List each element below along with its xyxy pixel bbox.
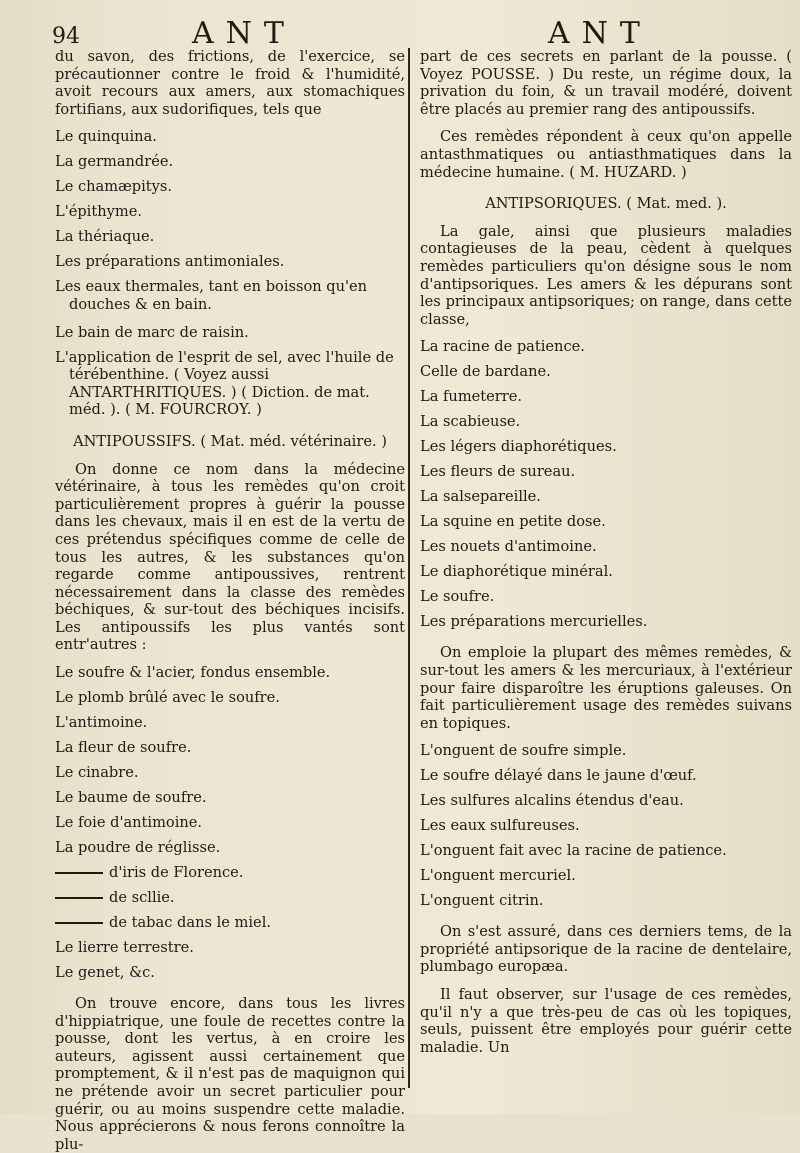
- intro-paragraph: du savon, des frictions, de l'exercice, se précautionner contre le froid & l'humidité, avoit recours aux amers, aux stomachiques fortifians, aux sudorifiques, tels que: [55, 48, 405, 118]
- list-item: Les nouets d'antimoine.: [420, 538, 597, 556]
- list-item: L'antimoine.: [55, 714, 148, 732]
- dash-item-text: d'iris de Florence.: [109, 864, 244, 882]
- list-item: La fumeterre.: [420, 388, 523, 406]
- right-column: [420, 48, 792, 1056]
- list-item: La racine de patience.: [420, 338, 585, 356]
- paragraph: Ces remèdes répondent à ceux qu'on appelle antasthmatiques ou antiasthmatiques dans la médecine humaine. ( M. HUZARD. ): [420, 128, 792, 181]
- remedy-list-2: [55, 660, 405, 985]
- left-column: [55, 48, 405, 1153]
- ditto-dash: [55, 872, 103, 874]
- list-item: La thériaque.: [55, 228, 155, 246]
- list-item: La fleur de soufre.: [55, 739, 192, 757]
- paragraph: La gale, ainsi que plusieurs maladies contagieuses de la peau, cèdent à quelques remèdes particuliers qu'on désigne sous le nom d'antipsoriques. Les amers & les dépurans sont les principaux antipsoriques; on range, dans cette classe,: [420, 222, 792, 328]
- list-item: L'épithyme.: [55, 203, 142, 221]
- section-title-antipoussifs: ANTIPOUSSIFS. ( Mat. méd. vétérinaire. ): [73, 432, 387, 450]
- remedy-list-3: [420, 334, 792, 634]
- list-item: La squine en petite dose.: [420, 513, 606, 531]
- list-item: La poudre de réglisse.: [55, 839, 221, 857]
- list-item: Le diaphorétique minéral.: [420, 563, 613, 581]
- list-item: L'application de l'esprit de sel, avec l'huile de térébenthine. ( Voyez aussi ANTARTHRITIQUES. ) ( Diction. de mat. méd. ). ( M. FOURCROY. ): [55, 348, 394, 419]
- page-number: 94: [52, 24, 80, 49]
- list-item: Le bain de marc de raisin.: [55, 323, 249, 341]
- list-item: La scabieuse.: [420, 413, 521, 431]
- list-item: Les eaux sulfureuses.: [420, 817, 580, 835]
- list-item: L'onguent de soufre simple.: [420, 742, 627, 760]
- list-item: Le chamæpitys.: [55, 178, 173, 196]
- list-item: Le quinquina.: [55, 128, 157, 146]
- list-item: Les légers diaphorétiques.: [420, 438, 617, 456]
- list-item: Le soufre & l'acier, fondus ensemble.: [55, 664, 331, 682]
- list-item: Le soufre.: [420, 588, 495, 606]
- running-title-right: ANT: [548, 16, 652, 51]
- list-item: Le cinabre.: [55, 764, 139, 782]
- paragraph: On donne ce nom dans la médecine vétérinaire, à tous les remèdes qu'on croit particulièrement propres à guérir la pousse dans les chevaux, mais il en est de la vertu de ces prétendus spécifiques comme de celle de tous les autres, & les substances qu'on regarde comme antipoussives, rentrent nécessairement dans la classe des remèdes béchiques, & sur-tout des béchiques incisifs. Les antipoussifs les plus vantés sont entr'autres :: [55, 460, 405, 654]
- list-item: Le genet, &c.: [55, 964, 155, 982]
- list-item: Les préparations antimoniales.: [55, 253, 285, 271]
- list-item: La germandrée.: [55, 153, 174, 171]
- paragraph: On trouve encore, dans tous les livres d'hippiatrique, une foule de recettes contre la pousse, dont les vertus, à en croire les auteurs, agissent aussi certainement que promptement, & il n'est pas de maquignon qui ne prétende avoir un secret particulier pour guérir, ou au moins suspendre cette maladie. Nous apprécierons & nous ferons connoître la plu-: [55, 995, 405, 1153]
- section-title-antipsoriques: ANTIPSORIQUES. ( Mat. med. ).: [485, 195, 727, 213]
- page-header: [0, 10, 800, 51]
- running-title-left: ANT: [192, 16, 296, 51]
- list-item: [55, 860, 405, 885]
- list-item: Les sulfures alcalins étendus d'eau.: [420, 792, 684, 810]
- list-item: L'onguent citrin.: [420, 892, 544, 910]
- list-item: L'onguent mercuriel.: [420, 867, 576, 885]
- dash-item-text: de scllie.: [109, 889, 175, 907]
- list-item: Les eaux thermales, tant en boisson qu'en douches & en bain.: [55, 278, 368, 313]
- list-item: L'onguent fait avec la racine de patience.: [420, 842, 727, 860]
- ditto-dash: [55, 897, 103, 899]
- list-item: [55, 885, 405, 910]
- list-item: Le foie d'antimoine.: [55, 814, 203, 832]
- list-item: La salsepareille.: [420, 488, 541, 506]
- list-item: Les fleurs de sureau.: [420, 463, 576, 481]
- paragraph: On s'est assuré, dans ces derniers tems, de la propriété antipsorique de la racine de dentelaire, plumbago europæa.: [420, 923, 792, 976]
- list-item: Le plomb brûlé avec le soufre.: [55, 689, 280, 707]
- paragraph: On emploie la plupart des mêmes remèdes, & sur-tout les amers & les mercuriaux, à l'extérieur pour faire disparoître les éruptions galeuses. On fait particulièrement usage des remèdes suivans en topiques.: [420, 644, 792, 732]
- list-item: Le lierre terrestre.: [55, 939, 194, 957]
- paragraph: Il faut observer, sur l'usage de ces remèdes, qu'il n'y a que très-peu de cas où les topiques, seuls, puissent être employés pour guérir cette maladie. Un: [420, 986, 792, 1056]
- list-item: Celle de bardane.: [420, 363, 551, 381]
- ditto-dash: [55, 922, 103, 924]
- remedy-list-1: [55, 124, 405, 419]
- topical-list: [420, 738, 792, 913]
- list-item: Les préparations mercurielles.: [420, 613, 648, 631]
- list-item: Le baume de soufre.: [55, 789, 207, 807]
- dash-item-text: de tabac dans le miel.: [109, 914, 271, 932]
- list-item: Le soufre délayé dans le jaune d'œuf.: [420, 767, 697, 785]
- paragraph: part de ces secrets en parlant de la pousse. ( Voyez POUSSE. ) Du reste, un régime doux, la privation du foin, & un travail modéré, doivent être placés au premier rang des antipoussifs.: [420, 48, 792, 118]
- column-divider: [408, 48, 410, 1088]
- list-item: [55, 910, 405, 935]
